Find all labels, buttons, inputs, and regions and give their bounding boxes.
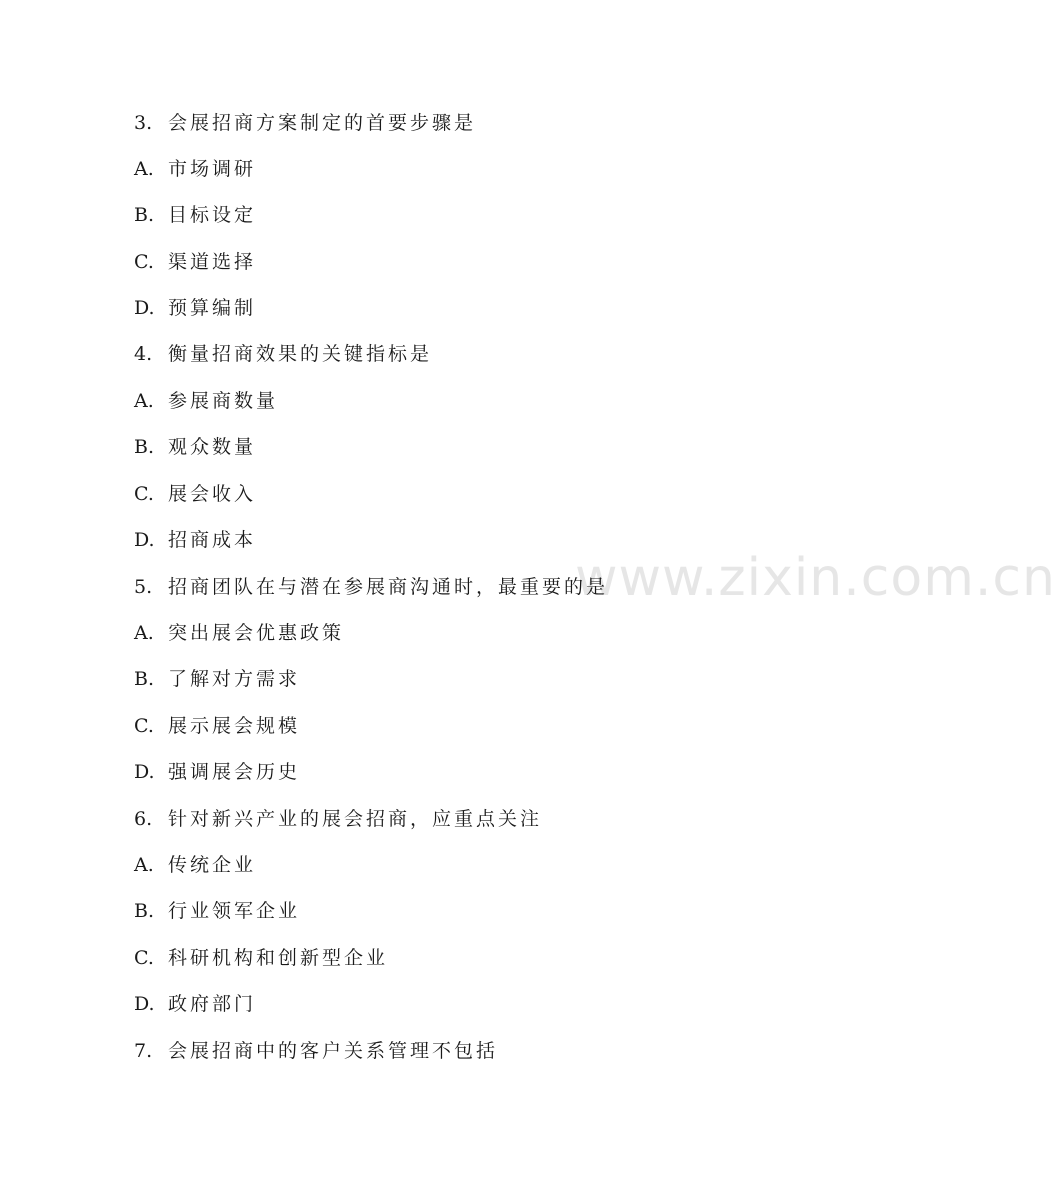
option-letter: B. [134, 900, 155, 922]
question-number: 6. [134, 808, 153, 830]
option-a [134, 850, 256, 880]
question-text: 会展招商方案制定的首要步骤是 [168, 112, 477, 134]
option-letter: D. [134, 297, 155, 319]
option-letter: A. [134, 622, 154, 644]
option-d [134, 293, 256, 323]
option-letter: C. [134, 715, 154, 737]
option-letter: B. [134, 204, 155, 226]
question-6 [134, 804, 542, 834]
option-d [134, 525, 256, 555]
question-number: 4. [134, 343, 153, 365]
option-text: 渠道选择 [168, 251, 257, 273]
option-text: 招商成本 [168, 529, 257, 551]
option-text: 展示展会规模 [168, 715, 301, 737]
option-text: 突出展会优惠政策 [168, 622, 345, 644]
question-3 [134, 108, 476, 138]
option-letter: B. [134, 668, 155, 690]
option-text: 展会收入 [168, 483, 257, 505]
option-letter: C. [134, 947, 154, 969]
option-text: 参展商数量 [168, 390, 279, 412]
option-c [134, 943, 388, 973]
option-c [134, 711, 300, 741]
option-d [134, 989, 256, 1019]
option-letter: D. [134, 529, 155, 551]
option-letter: C. [134, 251, 154, 273]
option-letter: A. [134, 854, 154, 876]
watermark: www.zixin.com.cn [575, 548, 1056, 608]
question-number: 3. [134, 112, 153, 134]
question-4 [134, 339, 432, 369]
question-7 [134, 1036, 498, 1066]
option-text: 科研机构和创新型企业 [168, 947, 389, 969]
question-number: 5. [134, 576, 153, 598]
option-b [134, 664, 300, 694]
option-letter: A. [134, 158, 154, 180]
question-5 [134, 572, 608, 602]
option-text: 传统企业 [168, 854, 257, 876]
option-text: 政府部门 [168, 993, 257, 1015]
option-a [134, 618, 344, 648]
option-a [134, 386, 278, 416]
option-text: 目标设定 [168, 204, 257, 226]
question-text: 衡量招商效果的关键指标是 [168, 343, 433, 365]
option-d [134, 757, 300, 787]
option-letter: D. [134, 761, 155, 783]
option-text: 观众数量 [168, 436, 257, 458]
option-letter: C. [134, 483, 154, 505]
option-b [134, 432, 256, 462]
question-text: 针对新兴产业的展会招商，应重点关注 [168, 808, 543, 830]
option-a [134, 154, 256, 184]
question-text: 会展招商中的客户关系管理不包括 [168, 1040, 499, 1062]
option-letter: D. [134, 993, 155, 1015]
option-text: 强调展会历史 [168, 761, 301, 783]
option-text: 了解对方需求 [168, 668, 301, 690]
option-b [134, 896, 300, 926]
question-text: 招商团队在与潜在参展商沟通时，最重要的是 [168, 576, 609, 598]
option-c [134, 479, 256, 509]
option-text: 行业领军企业 [168, 900, 301, 922]
option-c [134, 247, 256, 277]
option-letter: B. [134, 436, 155, 458]
option-text: 预算编制 [168, 297, 257, 319]
option-text: 市场调研 [168, 158, 257, 180]
question-number: 7. [134, 1040, 153, 1062]
option-b [134, 200, 256, 230]
option-letter: A. [134, 390, 154, 412]
